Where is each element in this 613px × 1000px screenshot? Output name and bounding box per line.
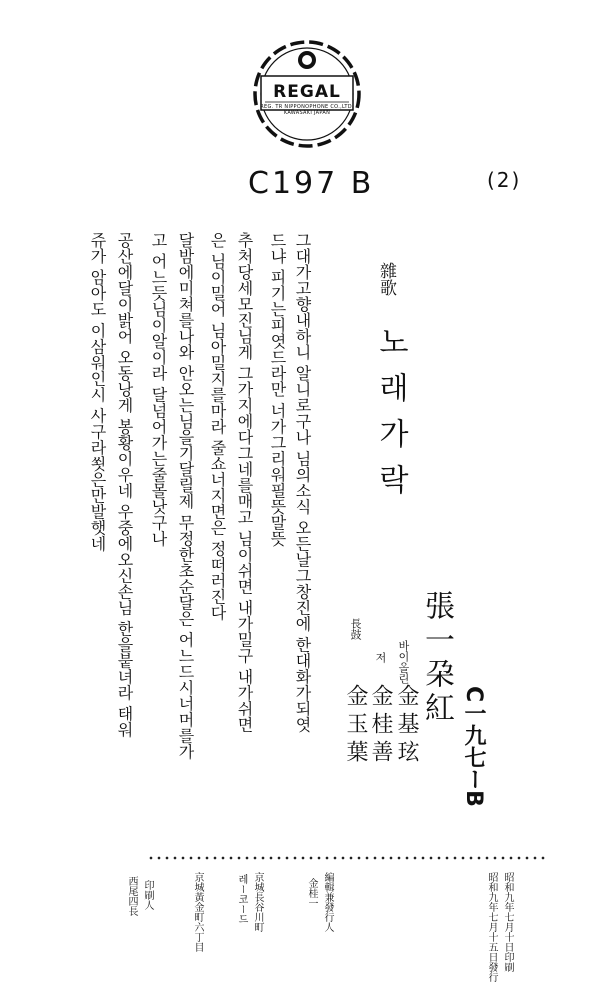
lyric-line: 그대가고향내하니 알니로구나 님의소식 오든날그창진에 한대화가되엿 bbox=[293, 232, 312, 733]
side-number: (2) bbox=[487, 168, 522, 192]
colophon-printer-address: 京城黃金町六丁目 bbox=[192, 872, 203, 952]
colophon-publisher-label: 編輯兼發行人 bbox=[322, 872, 333, 932]
credit-name-janggu: 金玉葉 bbox=[343, 684, 368, 768]
colophon-publish-date: 昭和九年七月十五日發行 bbox=[486, 872, 497, 982]
regal-logo bbox=[251, 38, 363, 150]
credit-role-janggu: 長鼓 bbox=[349, 618, 362, 640]
logo-subtitle: REG. TR NIPPONOPHONE CO.,LTD. KAWASAKI JAPAN bbox=[260, 104, 354, 116]
colophon-printer-label: 印刷人 bbox=[142, 880, 153, 910]
credit-name-violin: 金基玹 bbox=[394, 684, 419, 768]
lyric-line: 추처당세모진님게 그가지에다그네를매고 님이쉬면 내가밀구 내가쉬면 bbox=[235, 232, 254, 733]
colophon-print-date: 昭和九年七月十日印刷 bbox=[502, 872, 513, 972]
dotted-divider bbox=[147, 855, 547, 861]
lyric-line: 은 님이밀어 님아밀지를마라 줄쇼너지면은 정떠러진다 bbox=[208, 232, 227, 621]
lyric-line: 고 어느듯님이알이라 달넘어가는줄몰낫구나 bbox=[149, 232, 168, 547]
credit-role-violin: 바이올린 bbox=[397, 640, 410, 684]
song-title: 노래가락 bbox=[373, 326, 408, 510]
colophon-printer-name: 西尾四長 bbox=[126, 876, 137, 916]
credit-name-flute: 金桂善 bbox=[368, 684, 393, 768]
colophon-publisher-name: 金桂一 bbox=[306, 878, 317, 908]
singer-name: 張一朶紅 bbox=[419, 590, 454, 726]
record-number: C197 B bbox=[248, 166, 375, 201]
lyric-line: 달밤에미쳐를나와 안오는님을기달릴제 무정한초순달은 어느드시너머를가 bbox=[176, 232, 195, 760]
lyric-line: 공산에달이밝어 오동낭게 봉황이우네 우중에오신손님 한을붙녀라 태워 bbox=[115, 232, 134, 738]
song-genre: 雜歌 bbox=[376, 262, 396, 296]
colophon-company: 레ー코ー드 bbox=[236, 874, 247, 924]
logo-brand: REGAL bbox=[273, 82, 341, 102]
catalog-number: C一九七ーB bbox=[461, 686, 486, 807]
lyric-line: 쥬가 암아도 이삼워인시 사구라쐿은만발햇네 bbox=[88, 232, 107, 552]
lyric-line: 드냐 피기는피엿드라만 너가그리워필뜻말뜻 bbox=[268, 232, 287, 547]
credit-role-flute: 저 bbox=[374, 652, 387, 663]
colophon-publisher-address: 京城長谷川町 bbox=[252, 872, 263, 932]
